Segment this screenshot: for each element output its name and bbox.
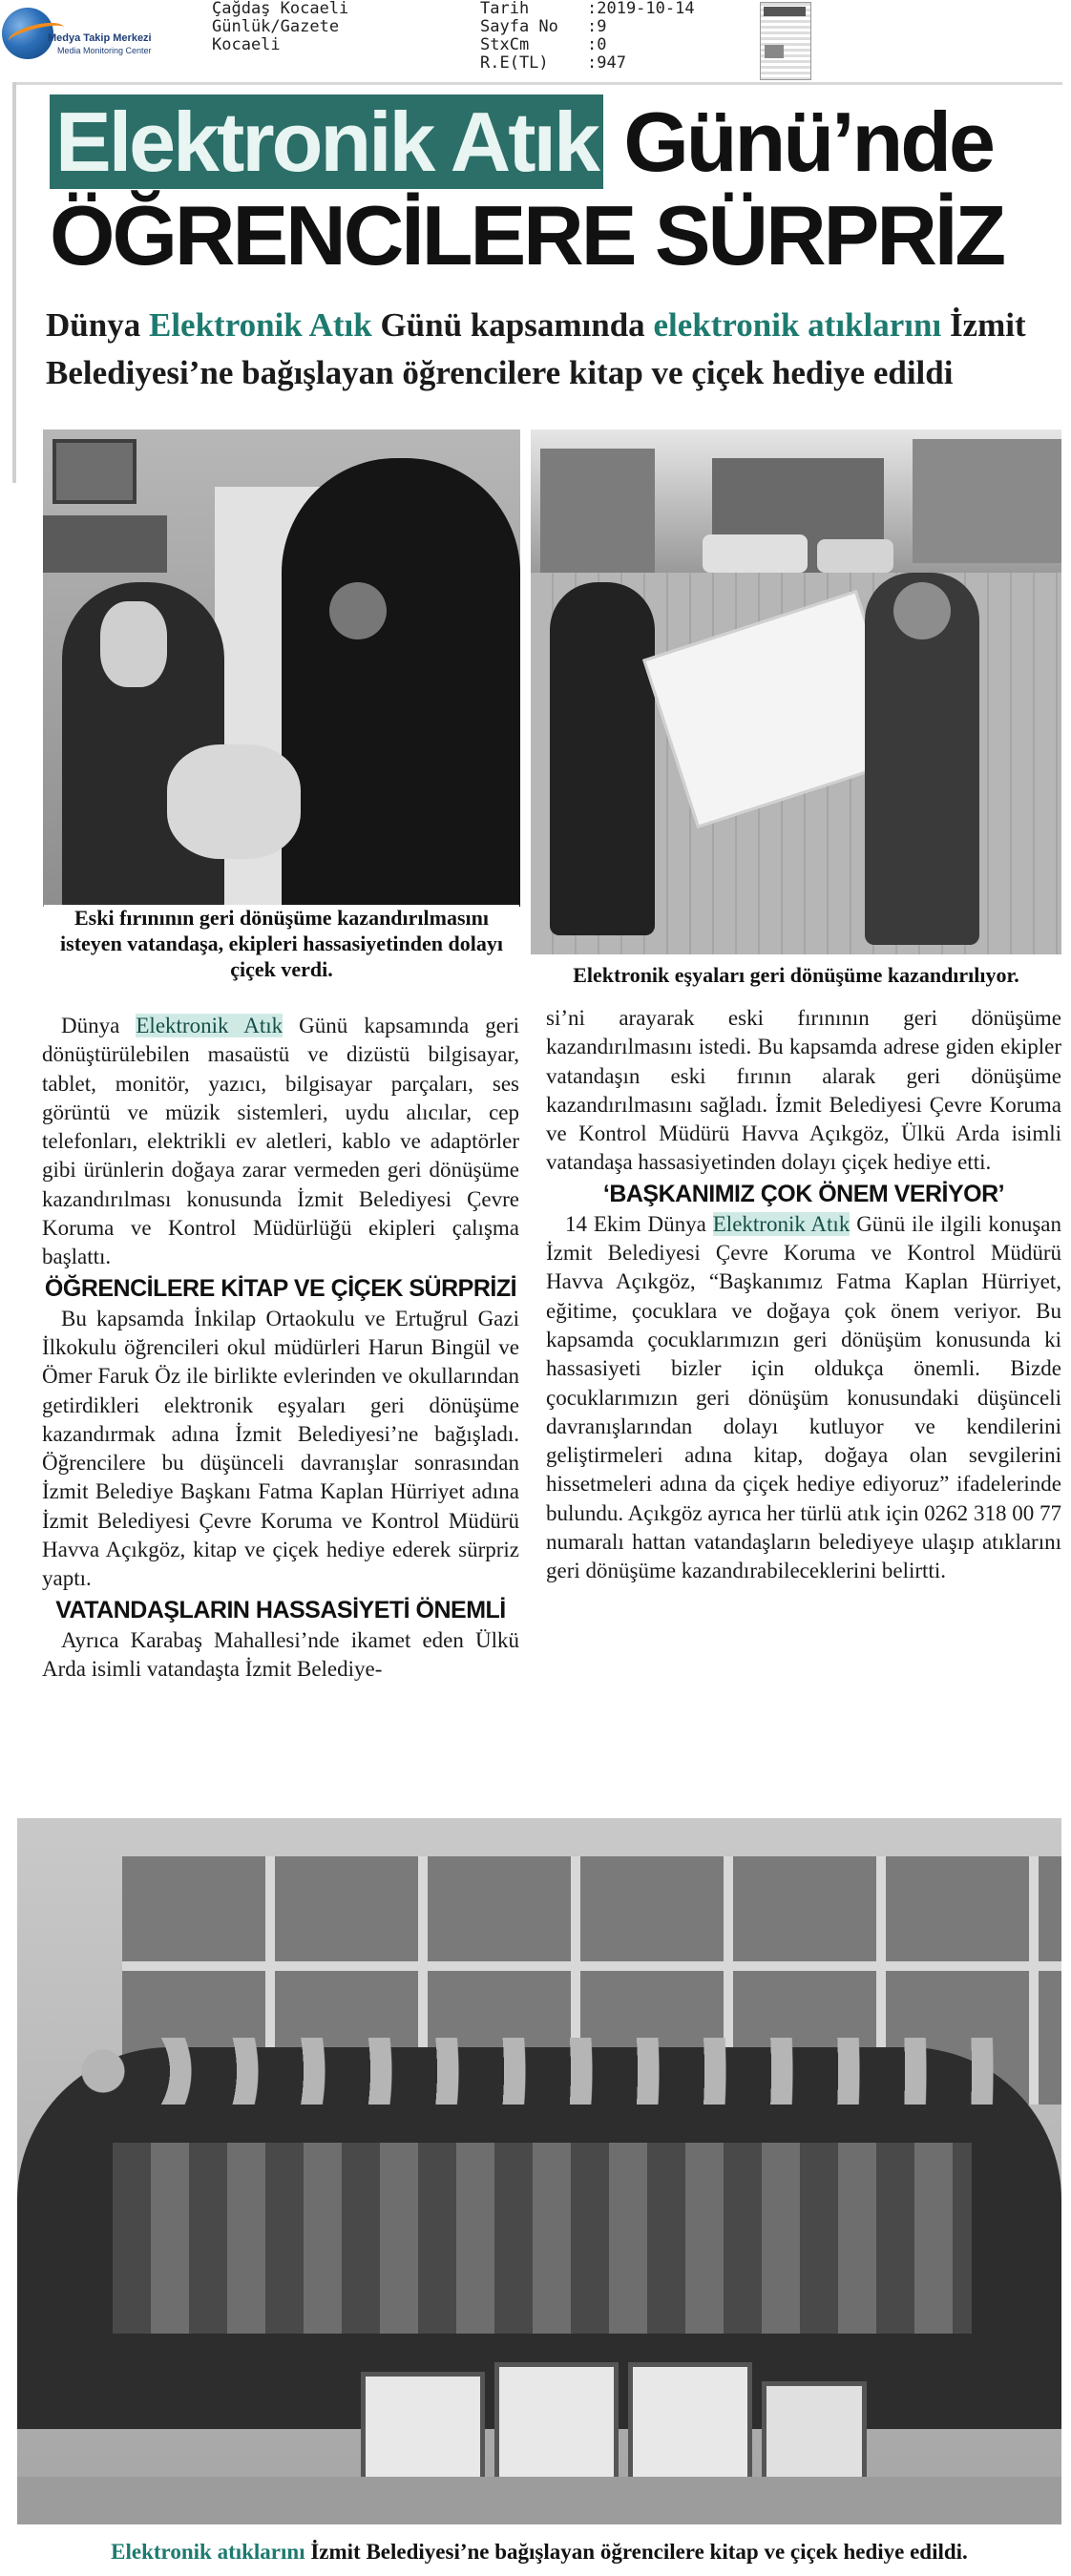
meta-value: :947 bbox=[587, 53, 626, 73]
meta-key: Tarih bbox=[480, 0, 530, 18]
article-column-1 bbox=[42, 1012, 519, 1684]
meta-value: :9 bbox=[587, 17, 607, 36]
headline-line2: ÖĞRENCİLERE SÜRPRİZ bbox=[50, 188, 1004, 283]
meta-key: Sayfa No bbox=[480, 17, 558, 36]
text-span: Dünya bbox=[61, 1014, 136, 1037]
photo1-caption: Eski fırınının geri dönüşüme kazandırılmasını isteyen vatandaşa, ekipleri hassasiyetinden dolayı çiçek verdi. bbox=[44, 905, 519, 982]
source-info bbox=[212, 0, 348, 54]
subheading-kitap-cicek: ÖĞRENCİLERE KİTAP VE ÇİÇEK SÜRPRİZİ bbox=[44, 1274, 517, 1302]
meta-value: :0 bbox=[587, 35, 607, 54]
headline-highlight: Elektronik Atık bbox=[50, 94, 603, 189]
text-span: Günü kapsamında geri dönüştürülebilen masaüstü ve dizüstü bilgisayar, tablet, monitör, yazıcı, bilgisayar parçaları, ses görüntü ve müzik sistemleri, uydu alıcılar, cep telefonları, elektrikli ev aletleri, kablo ve adaptörler gibi ürünlerin doğaya zarar vermeden geri dönüşüme kazandırılması konusunda İzmit Belediyesi Çevre Koruma ve Kontrol Müdürlüğü ekipleri çalışma başlattı. bbox=[42, 1014, 519, 1269]
logo-subtitle: Media Monitoring Center bbox=[57, 46, 152, 55]
deck-highlight: elektronik atıklarını bbox=[653, 306, 942, 344]
clip-border-left bbox=[12, 82, 16, 483]
page-thumbnail[interactable] bbox=[760, 2, 811, 80]
meta-key: R.E(TL) bbox=[480, 53, 549, 73]
headline-line1-rest: Günü’nde bbox=[602, 94, 993, 189]
meta-row bbox=[480, 54, 695, 73]
source-line: Günlük/Gazete bbox=[212, 17, 340, 36]
photo-group-students bbox=[17, 1818, 1061, 2524]
caption-text: İzmit Belediyesi’ne bağışlayan öğrencilere kitap ve çiçek hediye edildi. bbox=[304, 2540, 968, 2564]
deck-text: Dünya bbox=[46, 306, 149, 344]
clipping-header bbox=[0, 0, 1071, 80]
clipping-meta bbox=[480, 0, 695, 73]
text-span: 14 Ekim Dünya bbox=[565, 1211, 713, 1236]
deck-text: Günü kapsamında bbox=[371, 306, 654, 344]
meta-value: :2019-10-14 bbox=[587, 0, 695, 18]
source-line: Kocaeli bbox=[212, 35, 281, 54]
photo2-caption: Elektronik eşyaları geri dönüşüme kazandırılıyor. bbox=[531, 962, 1061, 988]
article-paragraph bbox=[42, 1012, 519, 1272]
source-line: Çağdaş Kocaeli bbox=[212, 0, 349, 18]
subheading-hassasiyet: VATANDAŞLARIN HASSASİYETİ ÖNEMLİ bbox=[55, 1596, 506, 1623]
photo3-caption bbox=[17, 2539, 1061, 2565]
clip-border-top bbox=[12, 82, 1062, 85]
text-span: Günü ile ilgili konuşan İzmit Belediyesi Çevre Koruma ve Kontrol Müdürü Havva Açıkgöz, “Başkanımız Fatma Kaplan Hürriyet, eğitime, çocuklara ve doğaya çok önem veriyor. Bu kapsamda çocuklarımızın geri dönüşüm konusunda ki hassasiyeti bizler için oldukça önemli. Bizde çocuklarımızın geri dönüşüm konusundaki düşünceli davranışlarından dolayı kutluyor ve kendilerini geliştirmeleri adına kitap, doğaya olan sevgilerini hissetmeleri adına da çiçek hediye ediyoruz” ifadelerinde bulundu. Açıkgöz ayrıca her türlü atık için 0262 318 00 77 numaralı hattan vatandaşların belediyeye ulaşıp atıklarını geri dönüşüme kazandırabileceklerini belirtti. bbox=[546, 1211, 1061, 1583]
medya-takip-logo bbox=[2, 6, 152, 61]
logo-name: Medya Takip Merkezi bbox=[48, 32, 152, 44]
caption-highlight: Elektronik atıklarını bbox=[111, 2540, 305, 2564]
article-paragraph: si’ni arayarak eski fırınının geri dönüşüme kazandırılmasını istedi. Bu kapsamda adrese giden ekipler vatandaşın eski fırının alarak geri dönüşüme kazandırılmasını sağladı. İzmit Belediyesi Çevre Koruma ve Kontrol Müdürü Havva Açıkgöz, Ülkü Arda isimli vatandaşa hassasiyetinden dolayı çiçek hediye etti. bbox=[546, 1006, 1061, 1175]
deck-text: İzmit Belediyesi’ne bağışlayan öğrencilere kitap ve çiçek hediye edildi bbox=[46, 306, 1026, 391]
deck-highlight: Elektronik Atık bbox=[148, 306, 372, 344]
article-paragraph: Bu kapsamda İnkilap Ortaokulu ve Ertuğrul Gazi İlkokulu öğrencileri okul müdürleri Harun Bingül ve Ömer Faruk Öz ile birlikte evlerinden ve okullarından getirdikleri elektronik eşyaları geri dönüşüme kazandırmak adına İzmit Belediyesi’ne bağışladı. Öğrencilere bu düşünceli davranışlar sonrasından İzmit Belediye Başkanı Fatma Kaplan Hürriyet adına İzmit Belediyesi Çevre Koruma ve Kontrol Müdürü Havva Açıkgöz, kitap ve çiçek hediye ederek sürpriz yaptı. bbox=[42, 1306, 519, 1591]
keyword-highlight: Elektronik Atık bbox=[136, 1014, 284, 1037]
meta-row bbox=[480, 18, 695, 36]
meta-row bbox=[480, 0, 695, 18]
deck-subheading bbox=[46, 302, 1067, 397]
headline bbox=[50, 95, 1061, 283]
meta-row bbox=[480, 36, 695, 54]
subheading-baskanimiz: ‘BAŞKANIMIZ ÇOK ÖNEM VERİYOR’ bbox=[602, 1180, 1005, 1207]
keyword-highlight: Elektronik Atık bbox=[712, 1211, 850, 1236]
article-paragraph bbox=[546, 1210, 1061, 1586]
photo-flower-gift bbox=[43, 429, 520, 907]
photo-carrying-oven bbox=[531, 429, 1061, 954]
meta-key: StxCm bbox=[480, 35, 530, 54]
article-column-2 bbox=[546, 1004, 1061, 1586]
article-paragraph: Ayrıca Karabaş Mahallesi’nde ikamet eden Ülkü Arda isimli vatandaşta İzmit Belediye- bbox=[42, 1627, 519, 1681]
